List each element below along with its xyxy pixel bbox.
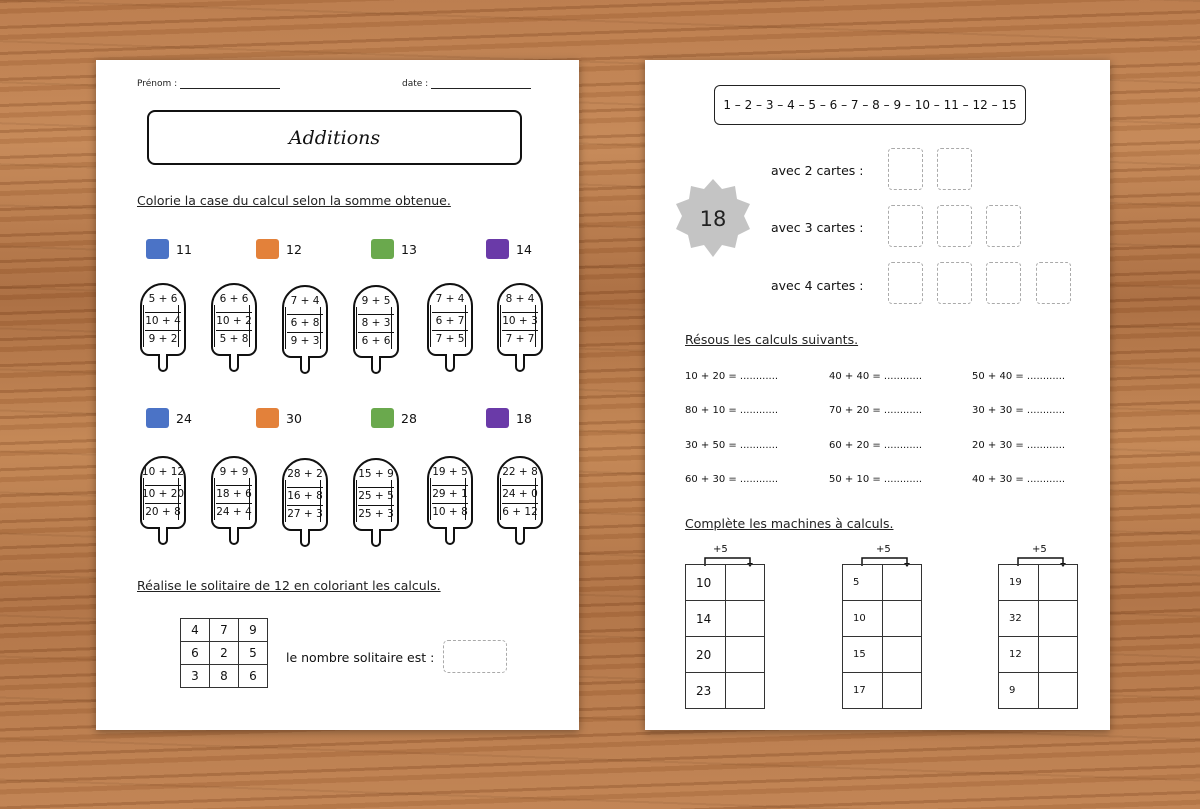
target-star-badge — [674, 179, 752, 261]
calc-cell[interactable]: 18 + 6 — [216, 485, 252, 502]
calc-item[interactable]: 50 + 10 = ............ — [829, 474, 923, 485]
card-slot[interactable] — [986, 205, 1021, 247]
instruction-color: Colorie la case du calcul selon la somme obtenue. — [137, 193, 451, 208]
calc-cell[interactable]: 7 + 4 — [435, 292, 465, 305]
legend-item — [371, 239, 417, 259]
color-swatch-green[interactable] — [371, 408, 394, 428]
machine-output[interactable] — [882, 565, 921, 601]
legend-item — [256, 408, 302, 428]
grid-cell[interactable]: 2 — [210, 642, 239, 665]
legend-item — [256, 239, 302, 259]
machine-output[interactable] — [882, 601, 921, 637]
calc-cell[interactable]: 24 + 4 — [216, 503, 252, 520]
calc-cell[interactable]: 20 + 8 — [145, 503, 181, 520]
calc-cell[interactable]: 10 + 2 — [216, 312, 252, 329]
machine-input: 15 — [843, 637, 883, 673]
grid-cell[interactable]: 8 — [210, 665, 239, 688]
calc-cell[interactable]: 10 + 3 — [502, 312, 538, 329]
calc-cell[interactable]: 9 + 5 — [361, 294, 391, 307]
calc-cell[interactable]: 29 + 1 — [432, 485, 468, 502]
calc-cell[interactable]: 6 + 7 — [432, 312, 468, 329]
machine-output[interactable] — [882, 673, 921, 709]
calc-cell[interactable]: 19 + 5 — [432, 465, 468, 478]
solitaire-label: le nombre solitaire est : — [286, 650, 435, 665]
machine-input: 14 — [686, 601, 726, 637]
grid-cell[interactable]: 6 — [181, 642, 210, 665]
machine-input: 10 — [686, 565, 726, 601]
calc-cell[interactable]: 16 + 8 — [287, 487, 323, 504]
avec-3-label: avec 3 cartes : — [771, 220, 864, 235]
legend-item — [486, 408, 532, 428]
color-swatch-green[interactable] — [371, 239, 394, 259]
machine-operator: +5 — [876, 544, 891, 555]
date-label: date : — [402, 79, 429, 89]
calc-cell[interactable]: 28 + 2 — [287, 467, 323, 480]
calc-cell[interactable]: 6 + 6 — [219, 292, 249, 305]
popsicle — [427, 283, 473, 373]
machine-output[interactable] — [725, 601, 764, 637]
legend-value: 28 — [401, 410, 417, 426]
instruction-machines: Complète les machines à calculs. — [685, 516, 894, 531]
machine-input: 23 — [686, 673, 726, 709]
card-slot[interactable] — [986, 262, 1021, 304]
worksheet-page-left — [96, 60, 579, 730]
calc-cell[interactable]: 7 + 4 — [290, 294, 320, 307]
popsicle — [140, 283, 186, 373]
machine-input: 9 — [999, 673, 1039, 709]
calc-cell[interactable]: 10 + 8 — [432, 503, 468, 520]
machine-output[interactable] — [725, 673, 764, 709]
solitaire-grid — [180, 618, 268, 688]
calc-item[interactable]: 20 + 30 = ............ — [972, 440, 1066, 451]
calc-cell[interactable]: 10 + 12 — [141, 465, 185, 478]
popsicle — [427, 456, 473, 546]
avec-2-label: avec 2 cartes : — [771, 163, 864, 178]
calc-cell[interactable]: 9 + 9 — [219, 465, 249, 478]
instruction-solitaire: Réalise le solitaire de 12 en coloriant les calculs. — [137, 578, 441, 593]
prenom-label: Prénom : — [137, 79, 178, 89]
machine-output[interactable] — [1038, 673, 1077, 709]
calc-cell[interactable]: 9 + 3 — [287, 332, 323, 349]
machine-output[interactable] — [1038, 637, 1077, 673]
legend-value: 30 — [286, 410, 302, 426]
grid-cell[interactable]: 7 — [210, 619, 239, 642]
legend-value: 11 — [176, 241, 192, 257]
machine-input: 10 — [843, 601, 883, 637]
calc-cell[interactable]: 10 + 4 — [145, 312, 181, 329]
calc-item[interactable]: 50 + 40 = ............ — [972, 371, 1066, 382]
color-swatch-blue[interactable] — [146, 408, 169, 428]
card-slot[interactable] — [937, 205, 972, 247]
calc-item[interactable]: 70 + 20 = ............ — [829, 405, 923, 416]
grid-cell[interactable]: 6 — [239, 665, 268, 688]
legend-value: 12 — [286, 241, 302, 257]
calc-cell[interactable]: 25 + 3 — [358, 505, 394, 522]
calc-item[interactable]: 10 + 20 = ............ — [685, 371, 779, 382]
legend-item — [146, 239, 192, 259]
date-field — [402, 79, 531, 89]
legend-value: 14 — [516, 241, 532, 257]
machine-operator: +5 — [1032, 544, 1047, 555]
card-slot[interactable] — [888, 205, 923, 247]
calc-cell[interactable]: 6 + 8 — [287, 314, 323, 331]
card-slot[interactable] — [937, 148, 972, 190]
calc-cell[interactable]: 6 + 12 — [502, 503, 538, 520]
solitaire-answer-box[interactable] — [443, 640, 507, 673]
calc-item[interactable]: 30 + 30 = ............ — [972, 405, 1066, 416]
calc-item[interactable]: 80 + 10 = ............ — [685, 405, 779, 416]
calc-cell[interactable]: 24 + 0 — [502, 485, 538, 502]
color-swatch-purple[interactable] — [486, 239, 509, 259]
calc-cell[interactable]: 9 + 2 — [145, 330, 181, 347]
calc-cell[interactable]: 15 + 9 — [358, 467, 394, 480]
machine-input: 20 — [686, 637, 726, 673]
popsicle — [282, 458, 328, 548]
legend-value: 24 — [176, 410, 192, 426]
calc-cell[interactable]: 25 + 5 — [358, 487, 394, 504]
machine-output[interactable] — [725, 637, 764, 673]
calc-item[interactable]: 40 + 40 = ............ — [829, 371, 923, 382]
calc-item[interactable]: 60 + 30 = ............ — [685, 474, 779, 485]
machine-input: 12 — [999, 637, 1039, 673]
color-swatch-orange[interactable] — [256, 239, 279, 259]
calc-item[interactable]: 40 + 30 = ............ — [972, 474, 1066, 485]
grid-cell[interactable]: 9 — [239, 619, 268, 642]
card-slot[interactable] — [1036, 262, 1071, 304]
popsicle — [497, 456, 543, 546]
machine-input: 5 — [843, 565, 883, 601]
calc-cell[interactable]: 10 + 20 — [145, 485, 181, 502]
color-swatch-blue[interactable] — [146, 239, 169, 259]
legend-value: 13 — [401, 241, 417, 257]
calc-cell[interactable]: 7 + 5 — [432, 330, 468, 347]
calc-cell[interactable]: 8 + 3 — [358, 314, 394, 331]
prenom-line[interactable] — [180, 88, 280, 89]
card-slot[interactable] — [937, 262, 972, 304]
prenom-field — [137, 79, 280, 89]
machine-input: 32 — [999, 601, 1039, 637]
popsicle — [282, 285, 328, 375]
calc-cell[interactable]: 8 + 4 — [505, 292, 535, 305]
grid-cell[interactable]: 5 — [239, 642, 268, 665]
page-title: Additions — [147, 110, 522, 165]
color-swatch-orange[interactable] — [256, 408, 279, 428]
instruction-calculs: Résous les calculs suivants. — [685, 332, 859, 347]
popsicle — [211, 283, 257, 373]
card-slot[interactable] — [888, 262, 923, 304]
calc-cell[interactable]: 5 + 6 — [148, 292, 178, 305]
popsicle — [353, 285, 399, 375]
calc-cell[interactable]: 27 + 3 — [287, 505, 323, 522]
legend-item — [486, 239, 532, 259]
calc-cell[interactable]: 7 + 7 — [502, 330, 538, 347]
popsicle — [497, 283, 543, 373]
calc-item[interactable]: 30 + 50 = ............ — [685, 440, 779, 451]
grid-cell[interactable]: 4 — [181, 619, 210, 642]
machine-output[interactable] — [882, 637, 921, 673]
calc-cell[interactable]: 22 + 8 — [502, 465, 538, 478]
worksheet-page-right — [645, 60, 1110, 730]
machine-output[interactable] — [1038, 565, 1077, 601]
calc-cell[interactable]: 5 + 8 — [216, 330, 252, 347]
popsicle — [211, 456, 257, 546]
machine-operator: +5 — [713, 544, 728, 555]
machine-output[interactable] — [1038, 601, 1077, 637]
target-number: 18 — [699, 207, 727, 231]
machine-input: 19 — [999, 565, 1039, 601]
color-swatch-purple[interactable] — [486, 408, 509, 428]
card-sequence: 1 – 2 – 3 – 4 – 5 – 6 – 7 – 8 – 9 – 10 – 11 – 12 – 15 — [714, 85, 1026, 125]
legend-value: 18 — [516, 410, 532, 426]
grid-cell[interactable]: 3 — [181, 665, 210, 688]
calc-cell[interactable]: 6 + 6 — [358, 332, 394, 349]
popsicle — [140, 456, 186, 546]
popsicle — [353, 458, 399, 548]
calc-item[interactable]: 60 + 20 = ............ — [829, 440, 923, 451]
machine-output[interactable] — [725, 565, 764, 601]
legend-item — [371, 408, 417, 428]
date-line[interactable] — [431, 88, 531, 89]
machine-input: 17 — [843, 673, 883, 709]
card-slot[interactable] — [888, 148, 923, 190]
legend-item — [146, 408, 192, 428]
avec-4-label: avec 4 cartes : — [771, 278, 864, 293]
